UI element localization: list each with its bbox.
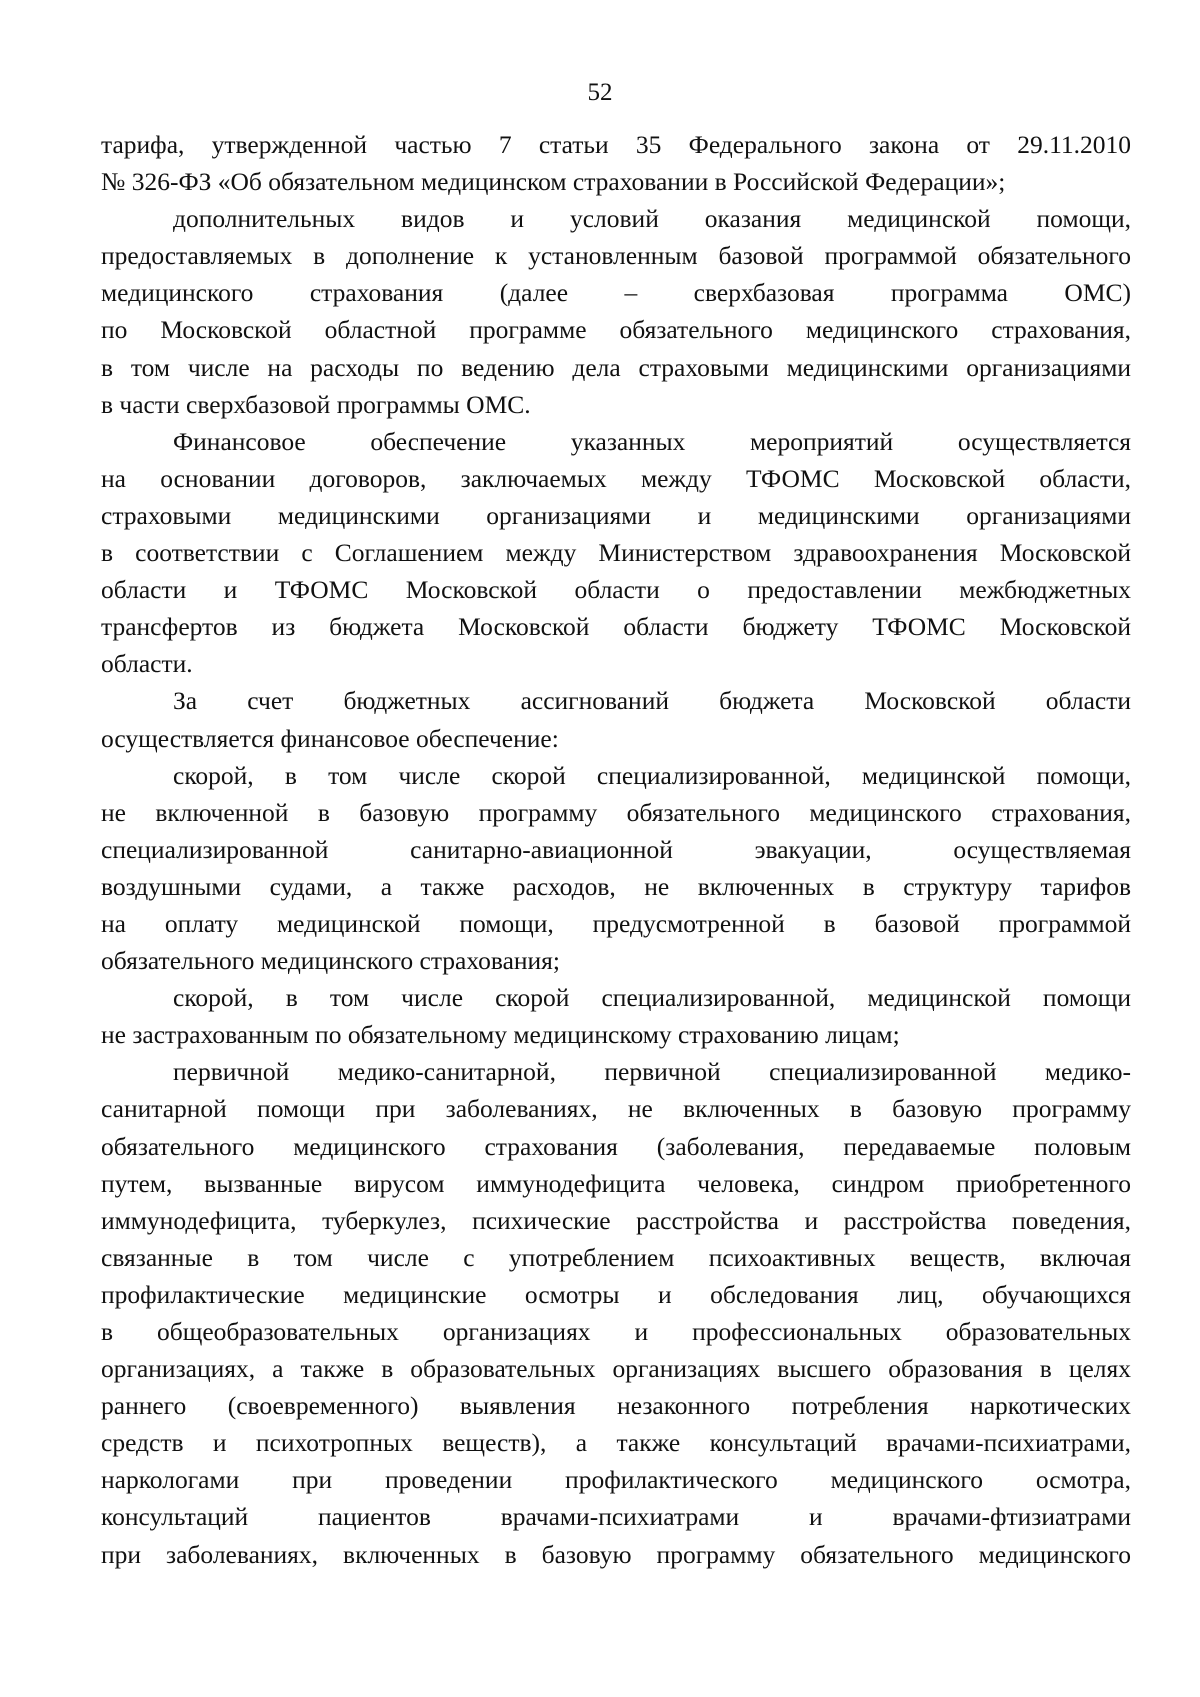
- text-line: связанные в том числе с употреблением психоактивных веществ, включая: [101, 1242, 1131, 1272]
- text-line: не застрахованным по обязательному медицинскому страхованию лицам;: [101, 1020, 900, 1050]
- text-line: предоставляемых в дополнение к установленным базовой программой обязательного: [101, 241, 1131, 271]
- paragraph: [101, 126, 1131, 200]
- text-line: по Московской областной программе обязательного медицинского страхования,: [101, 315, 1131, 345]
- page-number: 52: [587, 79, 613, 106]
- text-line: на оплату медицинской помощи, предусмотренной в базовой программой: [101, 908, 1131, 938]
- document-body: [101, 126, 1131, 1573]
- text-line: специализированной санитарно-авиационной эвакуации, осуществляемая: [101, 834, 1131, 864]
- text-line: организациях, а также в образовательных организациях высшего образования в целях: [101, 1354, 1131, 1384]
- text-line: наркологами при проведении профилактического медицинского осмотра,: [101, 1465, 1131, 1495]
- paragraph: [101, 757, 1131, 980]
- text-line: при заболеваниях, включенных в базовую программу обязательного медицинского: [101, 1539, 1131, 1569]
- text-line: санитарной помощи при заболеваниях, не включенных в базовую программу: [101, 1094, 1131, 1124]
- paragraph: [101, 423, 1131, 683]
- text-line: обязательного медицинского страхования;: [101, 946, 560, 976]
- paragraph: [101, 1053, 1131, 1572]
- text-line: № 326-ФЗ «Об обязательном медицинском страховании в Российской Федерации»;: [101, 167, 1006, 197]
- paragraph: [101, 979, 1131, 1053]
- text-line: обязательного медицинского страхования (заболевания, передаваемые половым: [101, 1131, 1131, 1161]
- text-line: трансфертов из бюджета Московской области бюджету ТФОМС Московской: [101, 612, 1131, 642]
- text-line: дополнительных видов и условий оказания медицинской помощи,: [173, 204, 1131, 234]
- text-line: скорой, в том числе скорой специализированной, медицинской помощи: [173, 983, 1131, 1013]
- text-line: путем, вызванные вирусом иммунодефицита человека, синдром приобретенного: [101, 1168, 1131, 1198]
- text-line: страховыми медицинскими организациями и медицинскими организациями: [101, 500, 1131, 530]
- text-line: За счет бюджетных ассигнований бюджета Московской области: [173, 686, 1131, 716]
- text-line: средств и психотропных веществ), а также консультаций врачами-психиатрами,: [101, 1428, 1131, 1458]
- text-line: иммунодефицита, туберкулез, психические расстройства и расстройства поведения,: [101, 1205, 1131, 1235]
- text-line: тарифа, утвержденной частью 7 статьи 35 Федерального закона от 29.11.2010: [101, 130, 1131, 159]
- text-line: медицинского страхования (далее – сверхбазовая программа ОМС): [101, 278, 1131, 308]
- text-line: раннего (своевременного) выявления незаконного потребления наркотических: [101, 1391, 1131, 1421]
- text-line: не включенной в базовую программу обязательного медицинского страхования,: [101, 797, 1131, 827]
- text-line: области и ТФОМС Московской области о предоставлении межбюджетных: [101, 575, 1131, 605]
- text-line: области.: [101, 649, 193, 679]
- text-line: Финансовое обеспечение указанных мероприятий осуществляется: [173, 426, 1131, 456]
- text-line: в том числе на расходы по ведению дела страховыми медицинскими организациями: [101, 352, 1131, 382]
- text-line: консультаций пациентов врачами-психиатрами и врачами-фтизиатрами: [101, 1502, 1131, 1532]
- text-line: первичной медико-санитарной, первичной специализированной медико-: [173, 1057, 1131, 1087]
- text-line: осуществляется финансовое обеспечение:: [101, 723, 559, 753]
- text-line: воздушными судами, а также расходов, не включенных в структуру тарифов: [101, 871, 1131, 901]
- text-line: на основании договоров, заключаемых между ТФОМС Московской области,: [101, 463, 1131, 493]
- text-line: в части сверхбазовой программы ОМС.: [101, 389, 531, 419]
- paragraph: [101, 682, 1131, 756]
- text-line: в общеобразовательных организациях и профессиональных образовательных: [101, 1317, 1131, 1346]
- text-line: профилактические медицинские осмотры и обследования лиц, обучающихся: [101, 1279, 1131, 1309]
- paragraph: [101, 200, 1131, 423]
- text-line: скорой, в том числе скорой специализированной, медицинской помощи,: [173, 760, 1131, 790]
- text-line: в соответствии с Соглашением между Министерством здравоохранения Московской: [101, 538, 1131, 568]
